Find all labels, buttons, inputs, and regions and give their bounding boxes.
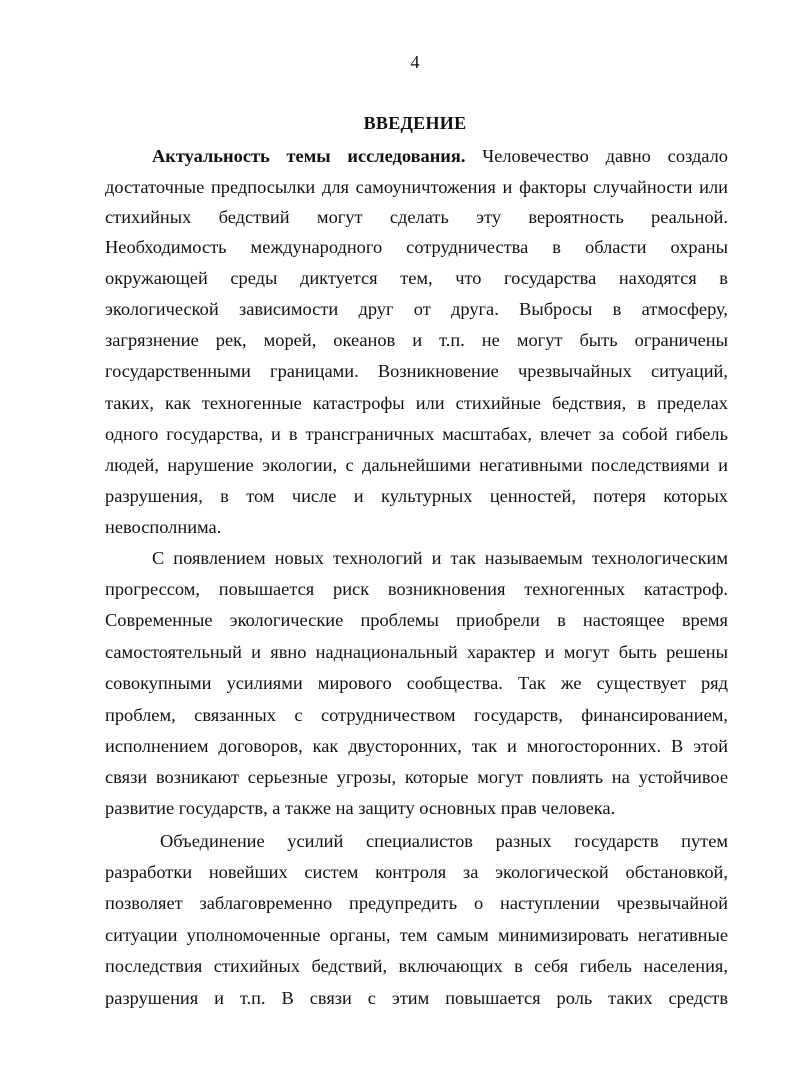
paragraph-1-line-12: разрушения, в том числе и культурных ценностей, потеря которых	[105, 486, 728, 506]
section-heading: ВВЕДЕНИЕ	[363, 113, 467, 133]
paragraph-1-line-6-text-a: экологической	[105, 299, 219, 319]
paragraph-2-line-8: связи возникают серьезные угрозы, которые могут повлиять на устойчивое	[105, 767, 728, 787]
paragraph-3-line-6-text-a: разрушения и т.п.	[105, 988, 266, 1008]
paragraph-1-line-10: одного государства, и в трансграничных масштабах, влечет за собой гибель	[105, 424, 728, 444]
paragraph-1-line-1	[152, 141, 728, 171]
paragraph-1-line-9: таких, как техногенные катастрофы или стихийные бедствия, в пределах	[105, 393, 728, 413]
paragraph-1-line-4: Необходимость международного сотрудничества в области охраны	[105, 237, 728, 257]
paragraph-3-line-4: ситуации уполномоченные органы, тем самым минимизировать негативные	[105, 925, 728, 945]
paragraph-1-line-5-text-a: окружающей среды диктуется тем, что государства	[105, 268, 597, 288]
paragraph-2-line-1: С появлением новых технологий и так называемым технологическим	[152, 548, 728, 568]
paragraph-1-line-5	[105, 263, 728, 293]
paragraph-1-line-13: невосполнима.	[105, 517, 222, 537]
paragraph-3-line-1: Объединение усилий специалистов разных государств путем	[160, 831, 728, 851]
paragraph-2-line-5: совокупными усилиями мирового сообщества. Так же существует ряд	[105, 673, 728, 693]
paragraph-2-line-7: исполнением договоров, как двусторонних, так и многосторонних. В этой	[105, 736, 728, 756]
paragraph-3-line-2: разработки новейших систем контроля за экологической обстановкой,	[105, 862, 728, 882]
page-number: 4	[410, 52, 420, 72]
paragraph-1-line-7: загрязнение рек, морей, океанов и т.п. не могут быть ограничены	[105, 330, 728, 350]
paragraph-3-line-6	[105, 983, 728, 1013]
paragraph-2-line-3: Современные экологические проблемы приобрели в настоящее время	[105, 610, 728, 630]
paragraph-1-line-5-text-b: находятся в	[618, 268, 728, 288]
paragraph-1-line-3: стихийных бедствий могут сделать эту вероятность реальной.	[105, 207, 728, 227]
paragraph-1-line-6-text-b: зависимости друг от друга. Выбросы в атмосферу,	[238, 299, 728, 319]
paragraph-1-line-8: государственными границами. Возникновение чрезвычайных ситуаций,	[105, 361, 728, 381]
paragraph-1-line-1-text: Человечество давно создало	[482, 146, 728, 166]
paragraph-3-line-3: позволяет заблаговременно предупредить о наступлении чрезвычайной	[105, 893, 728, 913]
paragraph-2-line-9: развитие государств, а также на защиту основных прав человека.	[105, 798, 616, 818]
paragraph-1-line-2: достаточные предпосылки для самоуничтожения и факторы случайности или	[105, 177, 728, 197]
paragraph-2-line-4: самостоятельный и явно наднациональный характер и могут быть решены	[105, 642, 728, 662]
paragraph-1-line-6	[105, 294, 728, 324]
paragraph-1-lead: Актуальность темы исследования.	[152, 146, 466, 166]
paragraph-1-line-11: людей, нарушение экологии, с дальнейшими негативными последствиями и	[105, 455, 728, 475]
paragraph-3-line-5: последствия стихийных бедствий, включающих в себя гибель населения,	[105, 956, 728, 976]
paragraph-3-line-6-text-b: В связи с этим повышается роль таких средств	[281, 988, 729, 1008]
paragraph-2-line-2: прогрессом, повышается риск возникновения техногенных катастроф.	[105, 579, 728, 599]
paragraph-2-line-6: проблем, связанных с сотрудничеством государств, финансированием,	[105, 705, 728, 725]
